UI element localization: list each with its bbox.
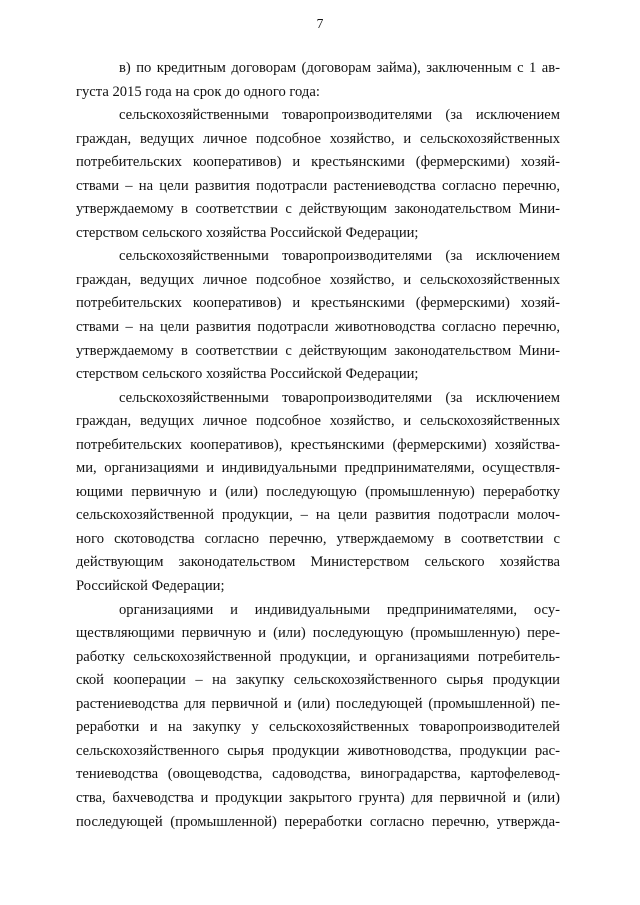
text-line: сельскохозяйственными товаропроизводителями (за исключением (119, 389, 560, 406)
text-line: реработки и на закупку у сельскохозяйственных товаропроизводителей (76, 719, 560, 736)
document-body (76, 57, 560, 834)
text-line: потребительских кооперативов), крестьянскими (фермерскими) хозяйства- (76, 436, 560, 453)
text-line: густа 2015 года на срок до одного года: (76, 83, 320, 100)
text-line: ющими первичную и (или) последующую (промышленную) переработку (76, 483, 560, 500)
text-line: последующей (промышленной) переработки согласно перечню, утвержда- (76, 813, 560, 830)
text-line: ства, бахчеводства и продукции закрытого грунта) для первичной и (или) (76, 789, 560, 806)
text-line: потребительских кооперативов) и крестьянскими (фермерскими) хозяй- (76, 154, 560, 171)
text-line: организациями и индивидуальными предпринимателями, осу- (119, 601, 560, 618)
text-line: стерством сельского хозяйства Российской Федерации; (76, 224, 419, 241)
text-line: ществляющими первичную и (или) последующую (промышленную) пере- (76, 625, 560, 642)
text-line: сельскохозяйственными товаропроизводителями (за исключением (119, 248, 560, 265)
text-line: стерством сельского хозяйства Российской Федерации; (76, 366, 419, 383)
text-line: ствами – на цели развития подотрасли растениеводства согласно перечню, (76, 177, 560, 194)
text-line: сельскохозяйственного сырья продукции животноводства, продукции рас- (76, 742, 560, 759)
text-line: граждан, ведущих личное подсобное хозяйство, и сельскохозяйственных (76, 271, 560, 288)
text-line: действующим законодательством Министерством сельского хозяйства (76, 554, 560, 571)
text-line: граждан, ведущих личное подсобное хозяйство, и сельскохозяйственных (76, 130, 560, 147)
text-line: ного скотоводства согласно перечню, утверждаемому в соответствии с (76, 530, 560, 547)
text-line: ствами – на цели развития подотрасли животноводства согласно перечню, (76, 319, 560, 336)
page-number: 7 (316, 16, 324, 31)
text-line: растениеводства для первичной и (или) последующей (промышленной) пе- (76, 695, 560, 712)
text-line: потребительских кооперативов) и крестьянскими (фермерскими) хозяй- (76, 295, 560, 312)
text-line: в) по кредитным договорам (договорам займа), заключенным с 1 ав- (119, 60, 560, 76)
text-line: Российской Федерации; (76, 578, 225, 595)
text-line: сельскохозяйственной продукции, – на цели развития подотрасли молоч- (76, 507, 560, 524)
text-line: сельскохозяйственными товаропроизводителями (за исключением (119, 107, 560, 124)
text-line: тениеводства (овощеводства, садоводства, виноградарства, картофелевод- (76, 766, 560, 783)
text-line: работку сельскохозяйственной продукции, и организациями потребитель- (76, 648, 560, 665)
text-line: граждан, ведущих личное подсобное хозяйство, и сельскохозяйственных (76, 413, 560, 430)
text-line: ми, организациями и индивидуальными предпринимателями, осуществля- (76, 460, 560, 477)
text-line: утверждаемому в соответствии с действующим законодательством Мини- (76, 342, 560, 359)
text-line: ской кооперации – на закупку сельскохозяйственного сырья продукции (76, 672, 560, 689)
text-line: утверждаемому в соответствии с действующим законодательством Мини- (76, 201, 560, 218)
